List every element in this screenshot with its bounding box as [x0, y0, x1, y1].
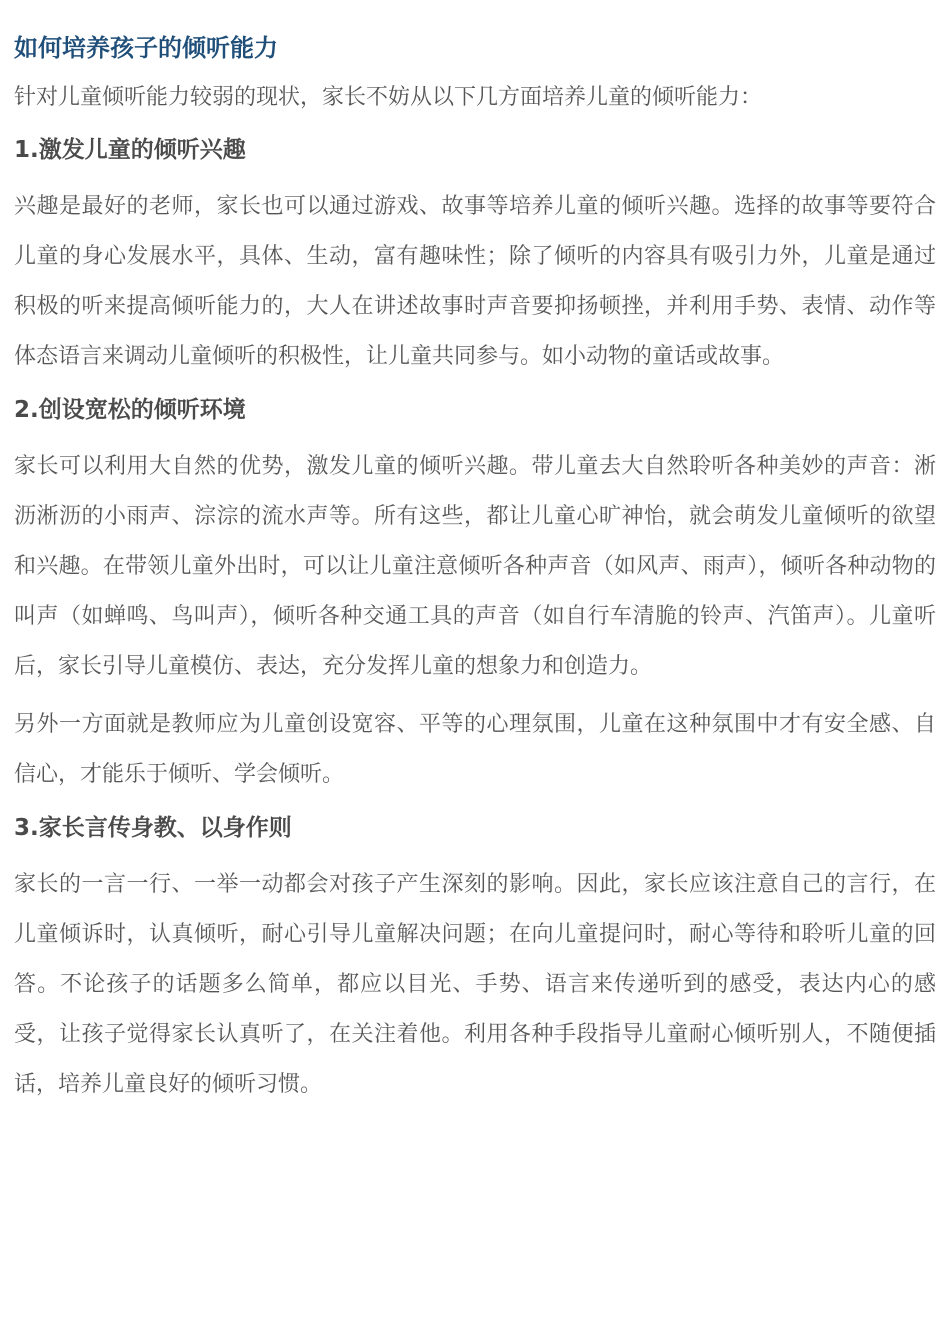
section-heading: 1.激发儿童的倾听兴趣 [14, 137, 246, 163]
section-1 [14, 130, 936, 382]
intro-paragraph: 针对儿童倾听能力较弱的现状，家长不妨从以下几方面培养儿童的倾听能力： [14, 85, 763, 110]
page-title: 如何培养孩子的倾听能力 [14, 34, 278, 62]
section-2 [14, 390, 936, 800]
section-paragraph: 家长可以利用大自然的优势，激发儿童的倾听兴趣。带儿童去大自然聆听各种美妙的声音：淅沥淅沥的小雨声、淙淙的流水声等。所有这些，都让儿童心旷神怡，就会萌发儿童倾听的欲望和兴趣。在带领儿童外出时，可以让儿童注意倾听各种声音（如风声、雨声），倾听各种动物的叫声（如蝉鸣、鸟叫声），倾听各种交通工具的声音（如自行车清脆的铃声、汽笛声）。儿童听后，家长引导儿童模仿、表达，充分发挥儿童的想象力和创造力。 [14, 454, 936, 679]
section-paragraph: 家长的一言一行、一举一动都会对孩子产生深刻的影响。因此，家长应该注意自己的言行，在儿童倾诉时，认真倾听，耐心引导儿童解决问题；在向儿童提问时，耐心等待和聆听儿童的回答。不论孩子的话题多么简单，都应以目光、手势、语言来传递听到的感受，表达内心的感受，让孩子觉得家长认真听了，在关注着他。利用各种手段指导儿童耐心倾听别人，不随便插话，培养儿童良好的倾听习惯。 [14, 872, 936, 1097]
section-paragraph: 兴趣是最好的老师，家长也可以通过游戏、故事等培养儿童的倾听兴趣。选择的故事等要符合儿童的身心发展水平，具体、生动，富有趣味性；除了倾听的内容具有吸引力外，儿童是通过积极的听来提高倾听能力的，大人在讲述故事时声音要抑扬顿挫，并利用手势、表情、动作等体态语言来调动儿童倾听的积极性，让儿童共同参与。如小动物的童话或故事。 [14, 194, 936, 369]
section-paragraph: 另外一方面就是教师应为儿童创设宽容、平等的心理氛围，儿童在这种氛围中才有安全感、自信心，才能乐于倾听、学会倾听。 [14, 712, 936, 787]
section-3 [14, 808, 936, 1110]
section-heading: 3.家长言传身教、以身作则 [14, 815, 292, 841]
section-heading: 2.创设宽松的倾听环境 [14, 397, 246, 423]
